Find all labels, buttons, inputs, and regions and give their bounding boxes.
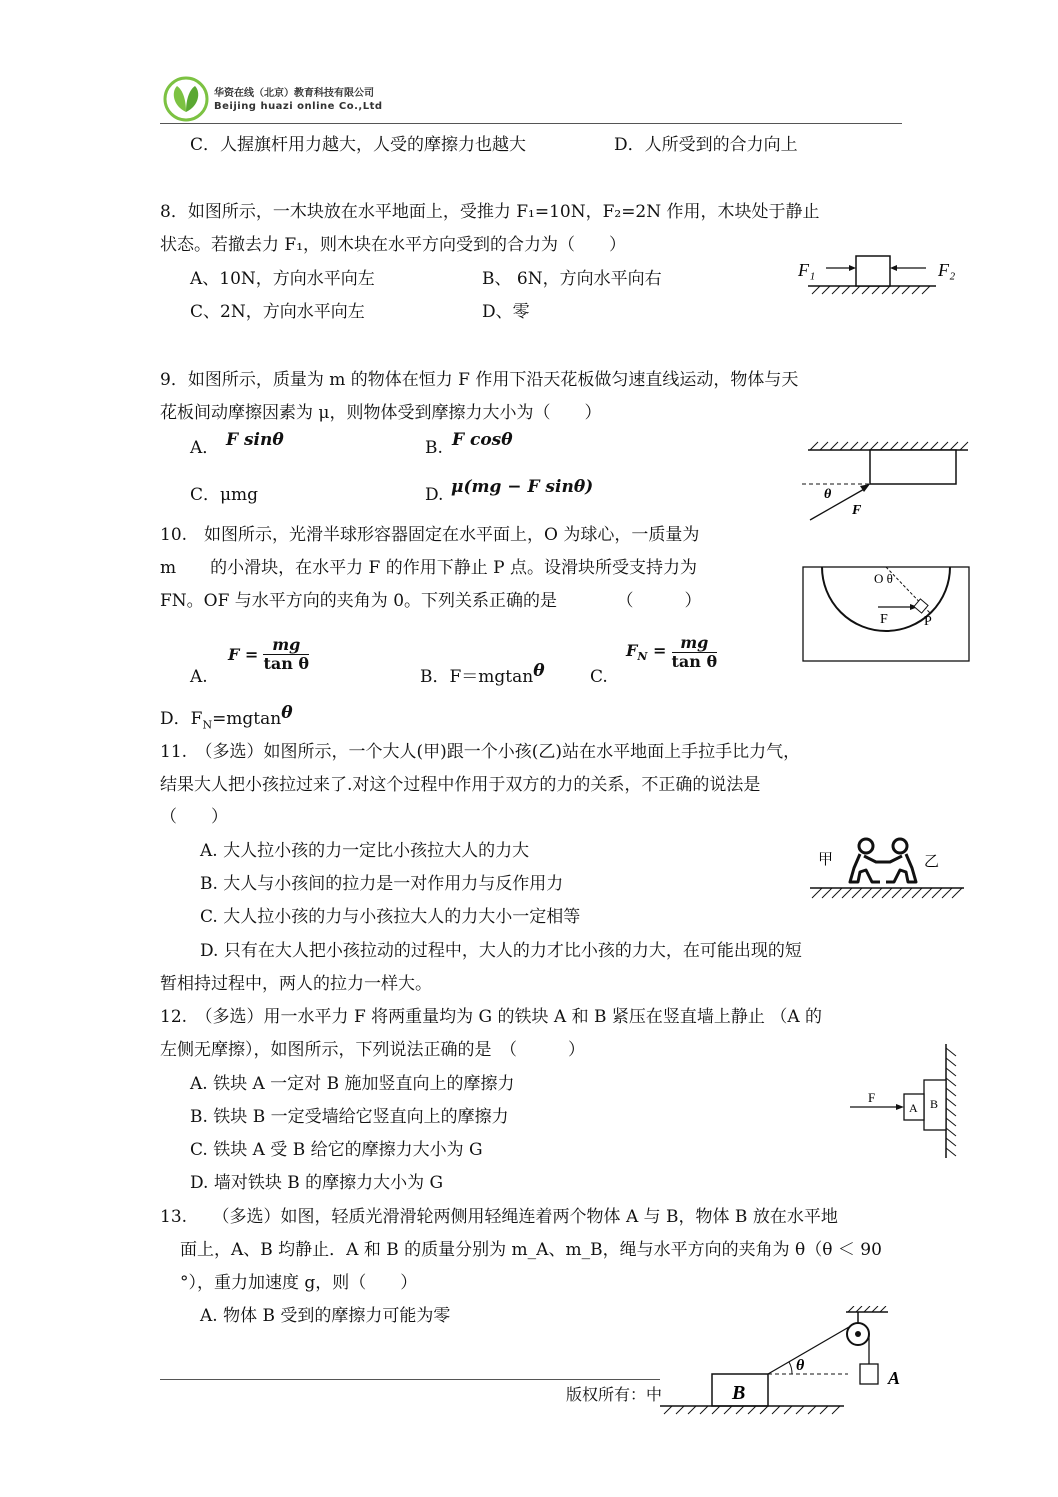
q9-option-d-expr: μ(mg − F sinθ) xyxy=(451,477,594,497)
q10-b-text: B．F＝mgtan xyxy=(420,667,534,687)
q10-option-c-label: C. xyxy=(590,667,608,687)
header-rule xyxy=(160,123,902,124)
q12-figure xyxy=(846,1042,966,1162)
q10-a-num: mg xyxy=(263,636,309,655)
q10-b-theta: θ xyxy=(533,661,545,681)
q8-stem-line2: 状态。若撤去力 F₁，则木块在水平方向受到的合力为（ ） xyxy=(160,235,627,255)
q12-option-c: C. 铁块 A 受 B 给它的摩擦力大小为 G xyxy=(190,1140,483,1160)
q13-stem-line2: 面上，A、B 均静止．A 和 B 的质量分别为 m_A、m_B，绳与水平方向的夹角为 θ（θ ＜ 90 xyxy=(180,1240,882,1260)
q10-d-prefix: D．F xyxy=(160,709,203,729)
q10-a-lhs: F = xyxy=(228,645,259,664)
q10-c-den: tan θ xyxy=(671,652,718,671)
q10-fig-o-theta: O θ xyxy=(874,571,893,586)
q10-a-den: tan θ xyxy=(263,654,310,673)
q9-figure xyxy=(796,434,971,524)
q11-option-d-line2: 暂相持过程中，两人的拉力一样大。 xyxy=(160,974,432,994)
q11-option-d-line1: D. 只有在大人把小孩拉动的过程中，大人的力才比小孩的力大，在可能出现的短 xyxy=(200,941,802,961)
q11-stem-line3: （ ） xyxy=(160,807,228,827)
q8-fig-f1: F₁ xyxy=(798,260,816,280)
q11-stem-line1: 11. （多选）如图所示，一个大人(甲)跟一个小孩(乙)站在水平地面上手拉手比力气， xyxy=(160,742,801,762)
q10-c-num: mg xyxy=(672,634,718,653)
q10-stem-line2: m 的小滑块，在水平力 F 的作用下静止 P 点。设滑块所受支持力为 xyxy=(160,558,697,578)
q8-option-c: C、2N，方向水平向左 xyxy=(190,302,365,322)
q8-fig-f2: F₂ xyxy=(938,260,956,280)
q9-fig-theta: θ xyxy=(824,487,832,502)
q12-fig-a: A xyxy=(909,1101,918,1115)
q7-option-d: D．人所受到的合力向上 xyxy=(614,135,798,155)
company-name-en: Beijing huazi online Co.,Ltd xyxy=(214,101,383,112)
q10-c-eq: = xyxy=(653,641,667,661)
q10-option-a-formula xyxy=(228,636,309,673)
q12-fig-f: F xyxy=(868,1090,876,1105)
q13-fig-theta: θ xyxy=(796,1357,805,1374)
q11-option-c: C. 大人拉小孩的力与小孩拉大人的力大小一定相等 xyxy=(200,907,581,927)
q11-figure xyxy=(808,832,968,906)
q10-stem-line1: 10. 如图所示，光滑半球形容器固定在水平面上，O 为球心，一质量为 xyxy=(160,525,700,545)
q10-option-a-label: A. xyxy=(190,667,208,687)
q8-option-d: D、零 xyxy=(482,302,530,322)
q8-option-a: A、10N，方向水平向左 xyxy=(190,269,375,289)
q13-stem-line1: 13. （多选）如图，轻质光滑滑轮两侧用轻绳连着两个物体 A 与 B，物体 B 放在水平地 xyxy=(160,1207,838,1227)
q11-option-b: B. 大人与小孩间的拉力是一对作用力与反作用力 xyxy=(200,874,564,894)
q11-fig-yi: 乙 xyxy=(924,854,940,870)
q10-d-rest: =mgtan xyxy=(212,709,282,729)
q13-stem-line3: °），重力加速度 g，则（ ） xyxy=(180,1273,418,1293)
q13-fig-a: A xyxy=(888,1368,901,1388)
q9-option-b-expr: F cosθ xyxy=(452,430,513,450)
q10-c-lhs: F xyxy=(626,641,638,661)
q12-option-d: D. 墙对铁块 B 的摩擦力大小为 G xyxy=(190,1173,444,1193)
q10-fig-f: F xyxy=(880,612,888,627)
q10-option-d xyxy=(160,703,293,736)
footer-copyright: 版权所有：中 xyxy=(566,1385,663,1404)
q9-option-b-label: B. xyxy=(425,438,443,458)
q10-d-theta: θ xyxy=(281,703,293,723)
q13-figure xyxy=(658,1306,918,1418)
q8-stem-line1: 8．如图所示，一木块放在水平地面上，受推力 F₁=10N，F₂=2N 作用，木块处于静止 xyxy=(160,202,820,222)
q8-option-b: B、 6N，方向水平向右 xyxy=(482,269,662,289)
q12-option-b: B. 铁块 B 一定受墙给它竖直向上的摩擦力 xyxy=(190,1107,509,1127)
q10-a-fraction xyxy=(263,636,309,673)
q9-stem-line1: 9．如图所示，质量为 m 的物体在恒力 F 作用下沿天花板做匀速直线运动，物体与天 xyxy=(160,370,799,390)
q12-option-a: A. 铁块 A 一定对 B 施加竖直向上的摩擦力 xyxy=(190,1074,515,1094)
q12-stem-line2: 左侧无摩擦），如图所示，下列说法正确的是 （ ） xyxy=(160,1040,585,1060)
q10-option-b xyxy=(420,661,545,688)
q10-d-sub: N xyxy=(202,718,213,732)
q9-stem-line2: 花板间动摩擦因素为 μ，则物体受到摩擦力大小为（ ） xyxy=(160,403,602,423)
q10-c-sub: N xyxy=(637,650,648,664)
q13-fig-b: B xyxy=(732,1382,746,1404)
footer-rule xyxy=(160,1379,660,1380)
q10-figure xyxy=(802,563,972,663)
q9-option-a-label: A． xyxy=(190,438,220,458)
q9-fig-f: F xyxy=(852,503,862,518)
q10-fig-p: P xyxy=(924,614,932,629)
company-logo xyxy=(163,76,209,122)
q12-stem-line1: 12. （多选）用一水平力 F 将两重量均为 G 的铁块 A 和 B 紧压在竖直墙上静止 （A 的 xyxy=(160,1007,822,1027)
q12-fig-b: B xyxy=(930,1097,939,1111)
q9-option-c: C．μmg xyxy=(190,485,259,505)
q9-option-d-label: D. xyxy=(425,485,444,505)
company-name-cn: 华资在线（北京）教育科技有限公司 xyxy=(214,88,374,99)
q9-option-a-expr: F sinθ xyxy=(226,430,284,450)
q10-stem-line3: FN。OF 与水平方向的夹角为 0。下列关系正确的是 （ ） xyxy=(160,591,702,611)
q7-option-c: C．人握旗杆用力越大，人受的摩擦力也越大 xyxy=(190,135,527,155)
q11-option-a: A. 大人拉小孩的力一定比小孩拉大人的力大 xyxy=(200,841,530,861)
q11-stem-line2: 结果大人把小孩拉过来了.对这个过程中作用于双方的力的关系，不正确的说法是 xyxy=(160,775,761,795)
q10-option-c-formula xyxy=(626,634,717,671)
q13-option-a: A. 物体 B 受到的摩擦力可能为零 xyxy=(200,1306,451,1326)
q8-figure xyxy=(796,250,966,300)
q11-fig-jia: 甲 xyxy=(818,852,834,868)
q10-c-fraction xyxy=(672,634,718,671)
